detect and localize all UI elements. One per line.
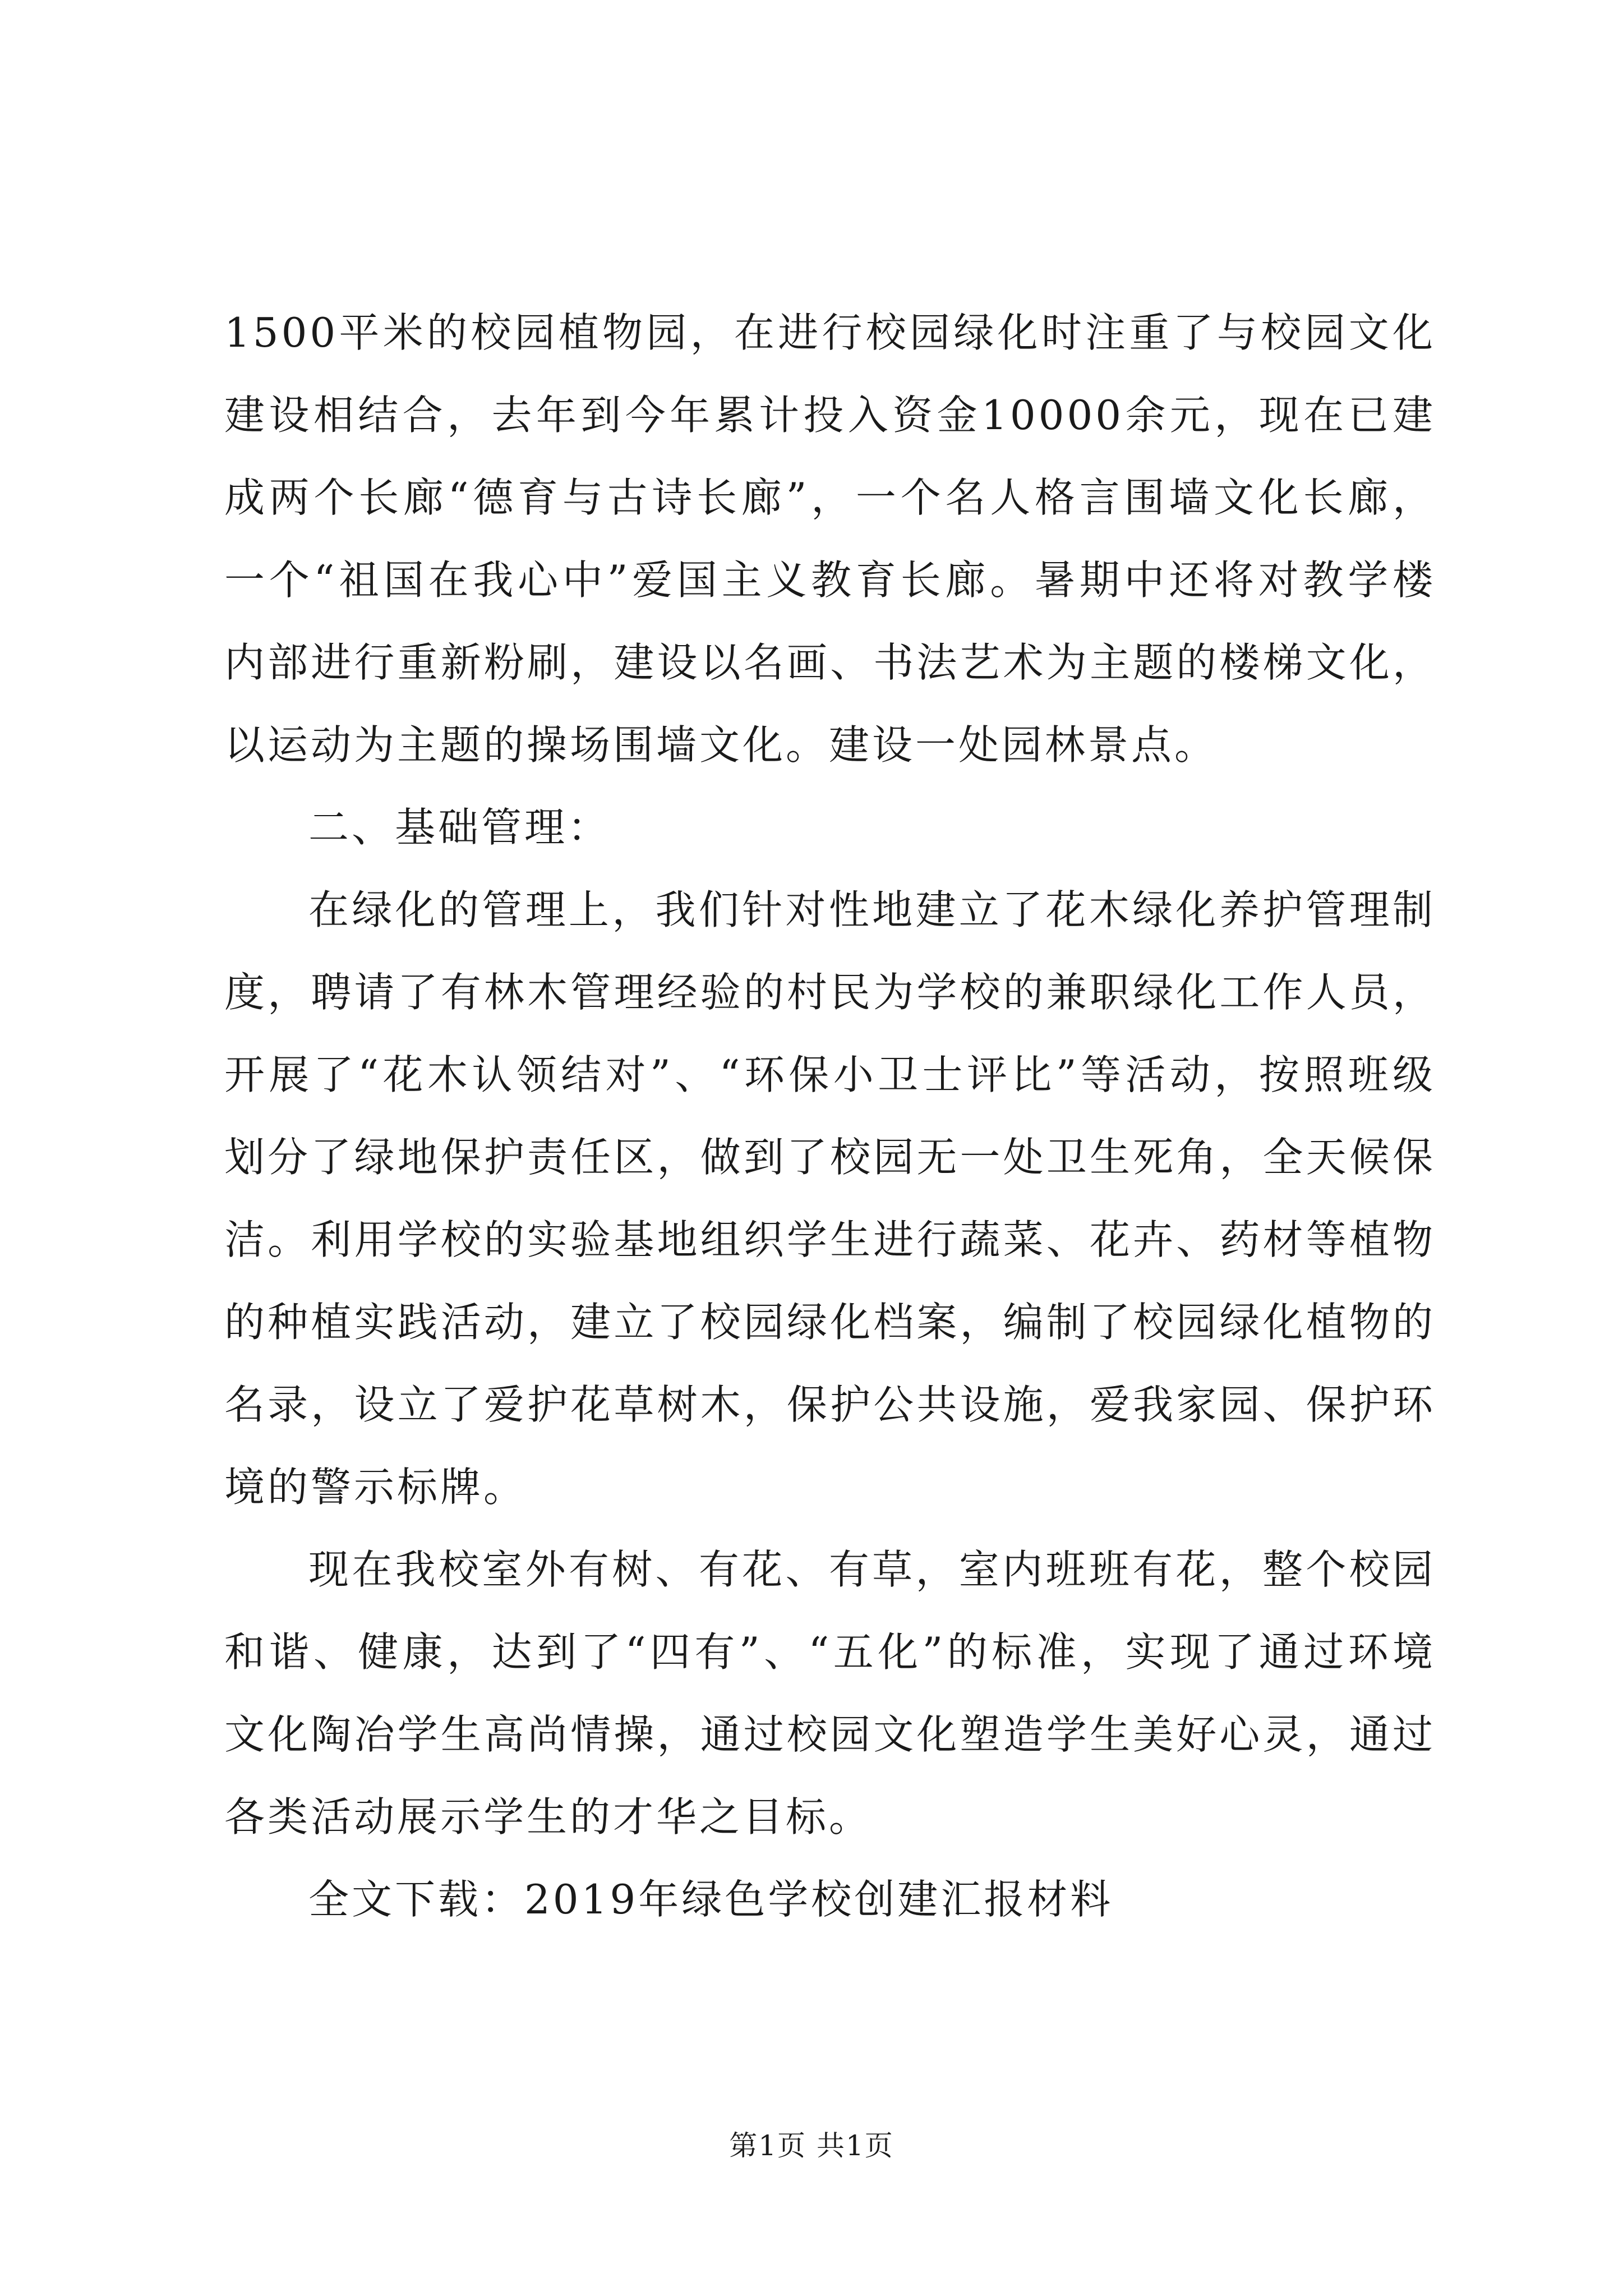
section-heading-basic-management: 二、基础管理： xyxy=(308,804,611,851)
paragraph-greening-management: 在绿化的管理上，我们针对性地建立了花木绿化养护管理制度，聘请了有林木管理经验的村民为学校的兼职绿化工作人员，开展了“花木认领结对”、“环保小卫士评比”等活动，按照班级划分了绿地保护责任区，做到了校园无一处卫生死角，全天候保洁。利用学校的实验基地组织学生进行蔬菜、花卉、药材等植物的种植实践活动，建立了校园绿化档案，编制了校园绿化植物的名录，设立了爱护花草树木，保护公共设施，爱我家园、保护环境的警示标牌。 xyxy=(224,886,1436,1511)
download-line: 全文下载：2019年绿色学校创建汇报材料 xyxy=(308,1876,1114,1923)
paragraph-current-status: 现在我校室外有树、有花、有草，室内班班有花，整个校园和谐、健康，达到了“四有”、“五化”的标准，实现了通过环境文化陶冶学生高尚情操，通过校园文化塑造学生美好心灵，通过各类活动展示学生的才华之目标。 xyxy=(224,1546,1436,1841)
paragraph-campus-culture: 1500平米的校园植物园，在进行校园绿化时注重了与校园文化建设相结合，去年到今年累计投入资金10000余元，现在已建成两个长廊“德育与古诗长廊”，一个名人格言围墙文化长廊，一个“祖国在我心中”爱国主义教育长廊。暑期中还将对教学楼内部进行重新粉刷，建设以名画、书法艺术为主题的楼梯文化，以运动为主题的操场围墙文化。建设一处园林景点。 xyxy=(224,309,1436,769)
document-body xyxy=(224,292,1436,1941)
page-footer: 第1页 共1页 xyxy=(729,2129,894,2162)
